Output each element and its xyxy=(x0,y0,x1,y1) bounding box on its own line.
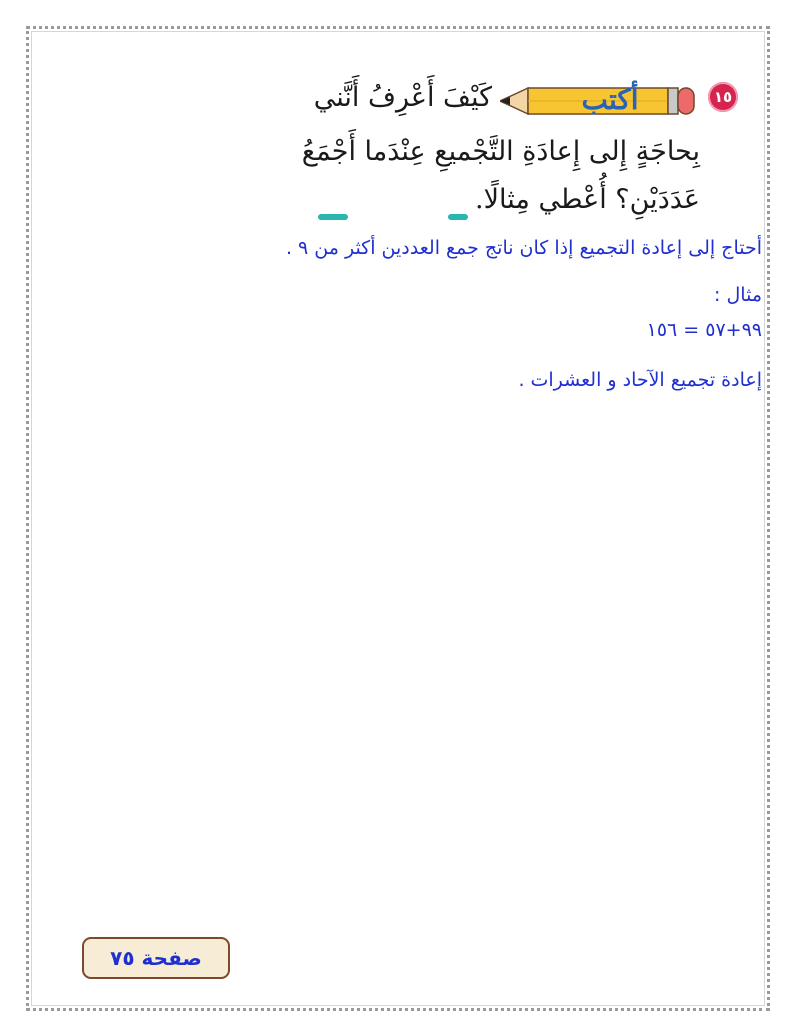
answer-line-1: أحتاج إلى إعادة التجميع إذا كان ناتج جمع العددين أكثر من ٩ . xyxy=(285,237,762,259)
answer-line-4: إعادة تجميع الآحاد و العشرات . xyxy=(518,369,762,391)
decorative-dot xyxy=(448,214,468,220)
decorative-dot xyxy=(318,214,348,220)
exercise-number-badge: ١٥ xyxy=(708,82,738,112)
page-number-label: صفحة ٧٥ xyxy=(110,946,202,970)
question-line-2: بِحاجَةٍ إِلى إِعادَةِ التَّجْميعِ عِنْدَما أَجْمَعُ xyxy=(301,136,700,167)
question-line-3: عَدَدَيْنِ؟ أُعْطي مِثالًا. xyxy=(475,184,700,215)
answer-line-2: مثال : xyxy=(714,284,762,306)
answer-line-3: ٩٩+٥٧ = ١٥٦ xyxy=(646,319,762,341)
question-line-1: كَيْفَ أَعْرِفُ أَنَّني xyxy=(313,82,492,113)
page-number-badge xyxy=(82,937,230,979)
exercise-block xyxy=(0,0,800,230)
write-label: أكتب xyxy=(581,83,639,116)
